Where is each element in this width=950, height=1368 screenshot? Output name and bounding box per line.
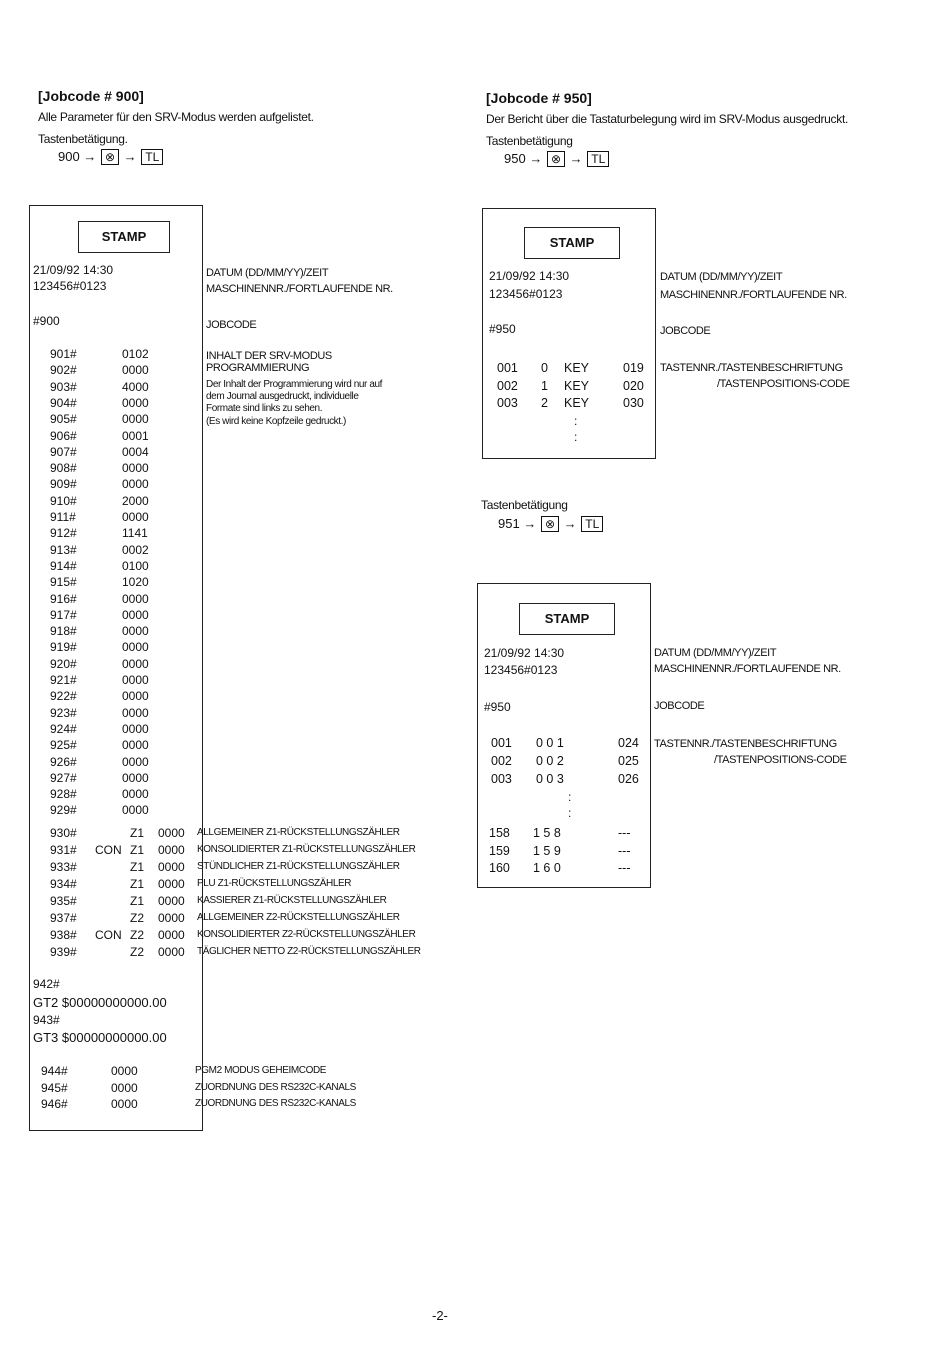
receipt-machine: 123456#0123 (484, 663, 558, 677)
key-label-code: 2 (541, 396, 548, 410)
param-description: PGM2 MODUS GEHEIMCODE (195, 1065, 327, 1076)
key-label: 0 0 3 (536, 772, 564, 786)
key-number: 001 (491, 736, 512, 750)
param-value: 0000 (122, 689, 149, 704)
cross-key-icon: ⊗ (101, 149, 119, 165)
key-number: 003 (497, 396, 518, 410)
param-value: 0000 (122, 624, 149, 639)
ann-maschine: MASCHINENNR./FORTLAUFENDE NR. (654, 663, 841, 675)
param-value: 0000 (111, 1064, 138, 1078)
counter-con: CON (95, 928, 122, 942)
param-value: 1141 (122, 526, 148, 541)
param-value: 0000 (122, 640, 149, 655)
page-number: -2- (432, 1308, 448, 1323)
param-code: 925# (50, 738, 77, 753)
counter-description: ALLGEMEINER Z2-RÜCKSTELLUNGSZÄHLER (197, 912, 400, 923)
param-value: 0000 (122, 754, 149, 769)
ann-inhalt-1: INHALT DER SRV-MODUS (206, 350, 332, 362)
key-number: 160 (489, 861, 510, 875)
param-code: 928# (50, 787, 77, 802)
param-value: 0002 (122, 542, 149, 557)
param-value: 0000 (111, 1097, 138, 1111)
ann-jobcode: JOBCODE (660, 325, 711, 337)
counter-zone: Z2 (130, 911, 145, 925)
ann-inhalt-2: PROGRAMMIERUNG (206, 362, 310, 374)
counter-code: 930# (50, 826, 77, 840)
counter-value: 0000 (158, 945, 185, 959)
tl-key: TL (581, 516, 603, 532)
cross-key-icon: ⊗ (547, 151, 565, 167)
param-code: 945# (41, 1080, 68, 1095)
tl-key: TL (141, 149, 163, 165)
param-value: 0000 (122, 803, 149, 818)
stamp-box: STAMP (524, 227, 620, 259)
key-number: 002 (497, 378, 518, 393)
counter-value: 0000 (158, 911, 185, 925)
param-code: 912# (50, 526, 77, 541)
arrow-icon: → (123, 149, 137, 164)
ann-jobcode: JOBCODE (654, 700, 705, 712)
counter-value: 0000 (158, 877, 185, 891)
code-943: 943# (33, 1013, 60, 1027)
param-code: 915# (50, 575, 77, 590)
param-code: 905# (50, 412, 77, 427)
ann-taste-2: /TASTENPOSITIONS-CODE (714, 754, 847, 766)
counter-zone: Z1 (130, 860, 145, 874)
counter-description: TÄGLICHER NETTO Z2-RÜCKSTELLUNGSZÄHLER (197, 946, 421, 957)
param-value: 0000 (122, 721, 149, 736)
counter-code: 938# (50, 928, 77, 942)
ann-note-1: Der Inhalt der Programmierung wird nur auf (206, 379, 383, 390)
param-value: 0004 (122, 444, 149, 459)
param-code: 907# (50, 444, 77, 459)
counter-zone: Z1 (130, 826, 145, 840)
keys-label: Tastenbetätigung. (38, 132, 128, 146)
param-value: 0000 (122, 363, 149, 378)
param-code: 902# (50, 363, 77, 378)
counter-code: 934# (50, 877, 77, 891)
param-description: ZUORDNUNG DES RS232C-KANALS (195, 1098, 356, 1109)
param-code: 919# (50, 640, 77, 655)
counter-code: 937# (50, 911, 77, 925)
key-position: 024 (618, 736, 639, 750)
key-label-code: 0 (541, 361, 548, 375)
param-code: 910# (50, 493, 77, 508)
receipt-date: 21/09/92 14:30 (33, 263, 114, 277)
key-number: 159 (489, 843, 510, 858)
counter-description: ALLGEMEINER Z1-RÜCKSTELLUNGSZÄHLER (197, 827, 400, 838)
counter-code: 935# (50, 894, 77, 908)
key-position: --- (618, 843, 631, 858)
param-code: 946# (41, 1097, 68, 1111)
param-value: 0000 (122, 607, 149, 622)
jobcode-900-description: Alle Parameter für den SRV-Modus werden aufgelistet. (38, 110, 314, 124)
arrow-icon: → (83, 149, 97, 164)
param-value: 0100 (122, 558, 149, 573)
param-code: 920# (50, 656, 77, 671)
key-label: KEY (564, 361, 590, 375)
key-label: 0 0 2 (536, 754, 564, 768)
key-label: 1 6 0 (533, 861, 561, 875)
param-code: 903# (50, 379, 77, 394)
param-description: ZUORDNUNG DES RS232C-KANALS (195, 1081, 356, 1093)
ann-taste-2: /TASTENPOSITIONS-CODE (717, 378, 850, 390)
key-position: 026 (618, 772, 639, 786)
param-value: 0102 (122, 347, 149, 361)
arrow-icon: → (569, 151, 583, 166)
seq-number: 950 (504, 151, 526, 166)
counter-description: PLU Z1-RÜCKSTELLUNGSZÄHLER (197, 878, 352, 889)
param-value: 0000 (122, 477, 149, 492)
key-number: 001 (497, 361, 518, 375)
continuation-dots: : (568, 806, 572, 820)
keys-label-951: Tastenbetätigung (481, 498, 568, 512)
param-value: 0000 (122, 656, 149, 671)
tl-key: TL (587, 151, 609, 167)
key-label: KEY (564, 396, 590, 410)
param-value: 0000 (122, 787, 149, 802)
param-value: 0000 (122, 461, 149, 476)
jobcode-950-heading: [Jobcode # 950] (486, 90, 592, 106)
param-value: 2000 (122, 493, 149, 508)
counter-code: 933# (50, 860, 77, 874)
receipt-machine: 123456#0123 (489, 287, 563, 301)
key-position: --- (618, 861, 631, 875)
param-code: 901# (50, 347, 77, 361)
counter-value: 0000 (158, 860, 185, 874)
ann-note-3: Formate sind links zu sehen. (206, 403, 323, 414)
stamp-box: STAMP (78, 221, 170, 253)
param-value: 0001 (122, 428, 149, 443)
key-number: 003 (491, 772, 512, 786)
param-value: 0000 (122, 395, 149, 410)
keys-label-950: Tastenbetätigung (486, 134, 573, 148)
jobcode-900-heading: [Jobcode # 900] (38, 88, 144, 104)
param-code: 904# (50, 395, 77, 410)
key-label: 1 5 9 (533, 843, 561, 858)
param-code: 924# (50, 721, 77, 736)
seq-number: 900 (58, 149, 80, 164)
counter-code: 931# (50, 843, 77, 857)
counter-code: 939# (50, 945, 77, 959)
ann-taste-1: TASTENNR./TASTENBESCHRIFTUNG (660, 362, 843, 374)
param-value: 0000 (122, 673, 149, 687)
ann-maschine: MASCHINENNR./FORTLAUFENDE NR. (206, 283, 393, 295)
counter-value: 0000 (158, 928, 185, 942)
param-value: 0000 (111, 1080, 138, 1095)
param-value: 0000 (122, 705, 149, 720)
arrow-icon: → (523, 516, 537, 531)
counter-value: 0000 (158, 894, 185, 908)
counter-con: CON (95, 843, 122, 857)
continuation-dots: : (574, 414, 578, 428)
key-sequence-900 (58, 149, 164, 165)
key-label-code: 1 (541, 378, 548, 393)
param-code: 927# (50, 770, 77, 785)
counter-value: 0000 (158, 843, 185, 857)
counter-zone: Z2 (130, 945, 145, 959)
ann-note-4: (Es wird keine Kopfzeile gedruckt.) (206, 416, 346, 427)
counter-zone: Z1 (130, 894, 145, 908)
param-code: 917# (50, 607, 77, 622)
param-code: 921# (50, 673, 77, 687)
key-label: KEY (564, 378, 590, 393)
counter-description: STÜNDLICHER Z1-RÜCKSTELLUNGSZÄHLER (197, 861, 400, 872)
counter-description: KONSOLIDIERTER Z2-RÜCKSTELLUNGSZÄHLER (197, 929, 416, 940)
param-code: 926# (50, 754, 77, 769)
param-code: 929# (50, 803, 77, 818)
param-code: 916# (50, 591, 77, 606)
param-value: 0000 (122, 412, 149, 427)
param-value: 0000 (122, 738, 149, 753)
key-number: 002 (491, 754, 512, 768)
ann-maschine: MASCHINENNR./FORTLAUFENDE NR. (660, 289, 847, 301)
param-code: 909# (50, 477, 77, 492)
key-label: 0 0 1 (536, 736, 564, 750)
counter-zone: Z1 (130, 877, 145, 891)
param-code: 913# (50, 542, 77, 557)
receipt-machine: 123456#0123 (33, 279, 107, 293)
receipt-date: 21/09/92 14:30 (484, 646, 565, 660)
param-code: 914# (50, 558, 77, 573)
key-sequence-950 (504, 151, 610, 167)
key-label: 1 5 8 (533, 826, 561, 840)
seq-number: 951 (498, 516, 520, 531)
receipt-jobcode: #900 (33, 314, 60, 328)
arrow-icon: → (563, 516, 577, 531)
param-value: 0000 (122, 510, 149, 524)
param-code: 908# (50, 461, 77, 476)
key-position: --- (618, 826, 631, 840)
param-code: 944# (41, 1064, 68, 1078)
param-value: 1020 (122, 575, 149, 590)
continuation-dots: : (568, 790, 572, 804)
counter-description: KONSOLIDIERTER Z1-RÜCKSTELLUNGSZÄHLER (197, 844, 416, 855)
param-value: 0000 (122, 591, 149, 606)
ann-datum: DATUM (DD/MM/YY)/ZEIT (660, 271, 783, 283)
grand-total-3: GT3 $00000000000.00 (33, 1030, 167, 1045)
ann-note-2: dem Journal ausgedruckt, individuelle (206, 391, 359, 402)
counter-zone: Z2 (130, 928, 145, 942)
ann-taste-1: TASTENNR./TASTENBESCHRIFTUNG (654, 738, 837, 750)
ann-datum: DATUM (DD/MM/YY)/ZEIT (654, 647, 777, 659)
ann-jobcode: JOBCODE (206, 319, 257, 331)
receipt-jobcode: #950 (489, 322, 516, 336)
counter-zone: Z1 (130, 843, 145, 857)
grand-total-2: GT2 $00000000000.00 (33, 995, 167, 1010)
cross-key-icon: ⊗ (541, 516, 559, 532)
receipt-jobcode: #950 (484, 700, 511, 714)
param-code: 918# (50, 624, 77, 639)
key-position: 025 (618, 754, 639, 768)
jobcode-950-description: Der Bericht über die Tastaturbelegung wird im SRV-Modus ausgedruckt. (486, 112, 849, 126)
param-code: 906# (50, 428, 77, 443)
arrow-icon: → (529, 151, 543, 166)
key-number: 158 (489, 826, 510, 840)
code-942: 942# (33, 977, 60, 991)
key-position: 020 (623, 378, 644, 393)
key-position: 019 (623, 361, 644, 375)
continuation-dots: : (574, 430, 578, 444)
param-code: 911# (50, 510, 76, 524)
receipt-date: 21/09/92 14:30 (489, 269, 570, 283)
ann-datum: DATUM (DD/MM/YY)/ZEIT (206, 267, 329, 279)
param-code: 922# (50, 689, 77, 704)
key-sequence-951 (498, 516, 604, 532)
param-value: 4000 (122, 379, 149, 394)
param-value: 0000 (122, 770, 149, 785)
param-code: 923# (50, 705, 77, 720)
key-position: 030 (623, 396, 644, 410)
counter-description: KASSIERER Z1-RÜCKSTELLUNGSZÄHLER (197, 895, 387, 906)
counter-value: 0000 (158, 826, 185, 840)
stamp-box: STAMP (519, 603, 615, 635)
